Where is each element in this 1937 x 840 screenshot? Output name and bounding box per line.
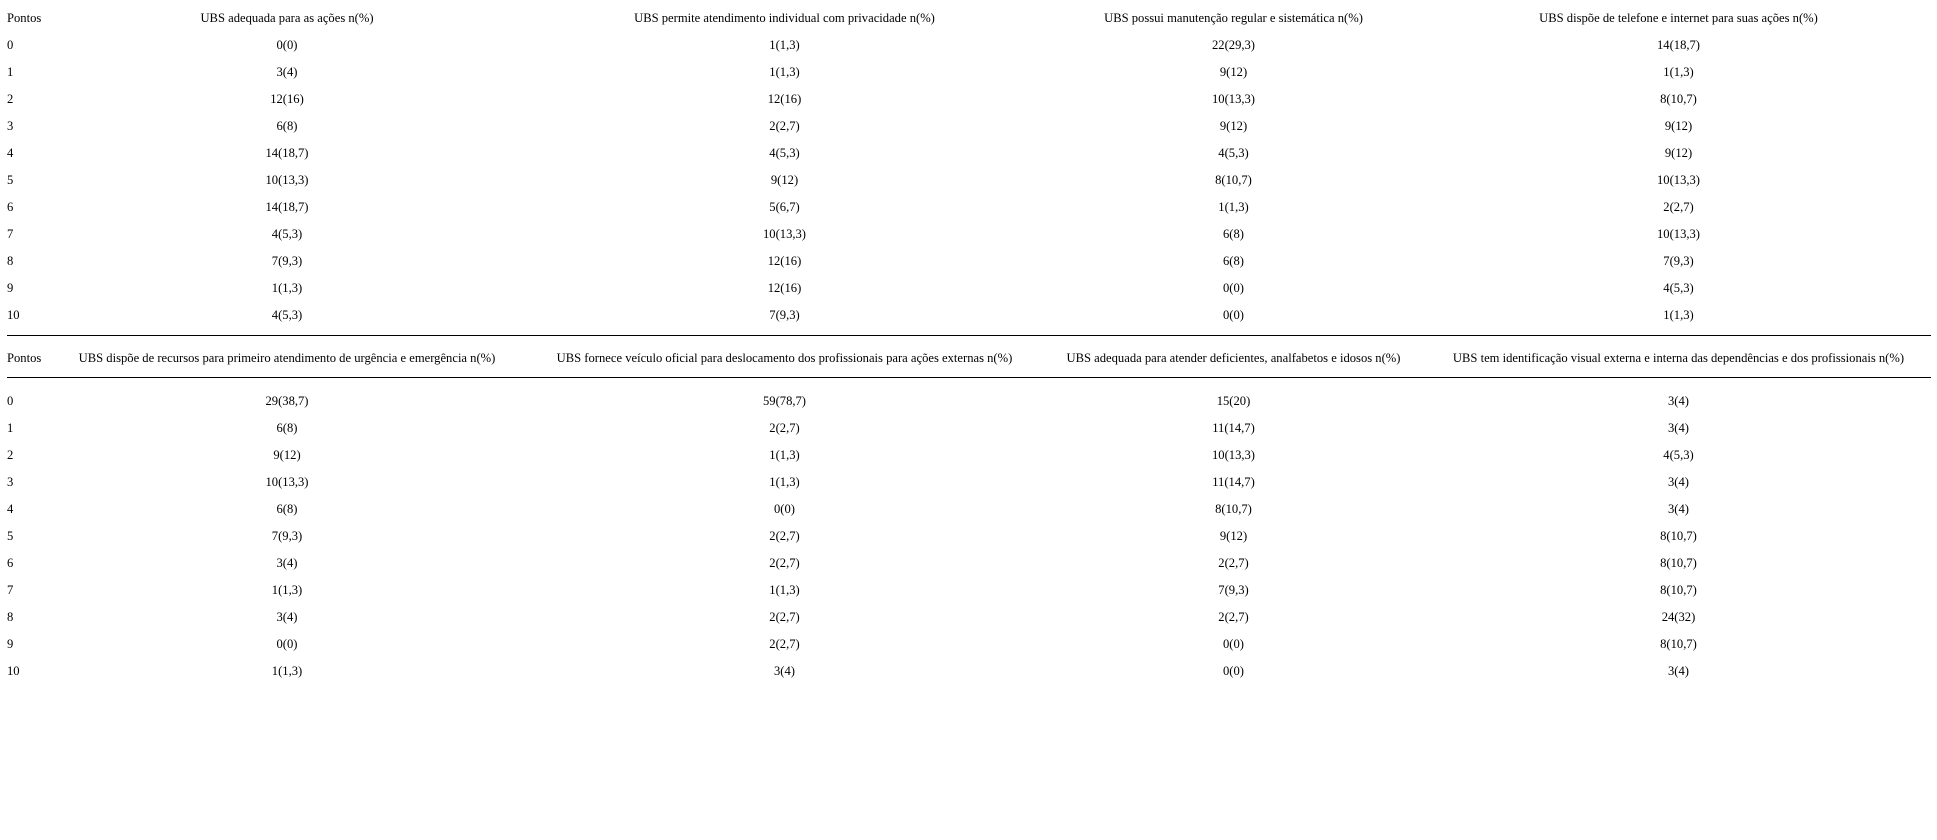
value-cell: 9(12): [770, 173, 799, 187]
pontos-cell: 1: [7, 421, 14, 435]
table-divider-top: [7, 335, 1931, 336]
value-cell: 14(18,7): [265, 146, 309, 160]
value-cell: 10(13,3): [1211, 448, 1256, 462]
value-cell: 4(5,3): [769, 146, 800, 160]
value-cell: 9(12): [1664, 119, 1693, 133]
value-cell: 7(9,3): [1218, 583, 1249, 597]
value-cell: 0(0): [1223, 637, 1244, 651]
table-row: [0, 275, 1937, 302]
value-cell: 6(8): [1223, 227, 1244, 241]
value-cell: 10(13,3): [1656, 227, 1701, 241]
pontos-cell: 9: [7, 281, 14, 295]
value-cell: 3(4): [276, 610, 298, 624]
header-ubs-veiculo: UBS fornece veículo oficial para deslocamento dos profissionais para ações externas n(%): [556, 351, 1013, 365]
pontos-cell: 0: [7, 38, 14, 52]
value-cell: 10(13,3): [1211, 92, 1256, 106]
header-ubs-manutencao: UBS possui manutenção regular e sistemática n(%): [1104, 11, 1363, 25]
value-cell: 7(9,3): [1663, 254, 1694, 268]
pontos-cell: 3: [7, 475, 14, 489]
pontos-cell: 9: [7, 637, 14, 651]
value-cell: 11(14,7): [1212, 421, 1255, 435]
value-cell: 3(4): [276, 65, 298, 79]
value-cell: 3(4): [1668, 394, 1689, 408]
header-pontos: Pontos: [7, 351, 42, 365]
value-cell: 7(9,3): [271, 254, 303, 268]
value-cell: 3(4): [276, 556, 298, 570]
value-cell: 12(16): [767, 92, 802, 106]
value-cell: 6(8): [276, 502, 298, 516]
value-cell: 4(5,3): [271, 227, 303, 241]
table-row: [0, 221, 1937, 248]
value-cell: 7(9,3): [769, 308, 800, 322]
value-cell: 0(0): [1223, 281, 1244, 295]
value-cell: 1(1,3): [271, 583, 303, 597]
value-cell: 2(2,7): [1663, 200, 1694, 214]
value-cell: 3(4): [1668, 664, 1689, 678]
table-row: [0, 658, 1937, 685]
table-row: [0, 469, 1937, 496]
value-cell: 10(13,3): [265, 173, 309, 187]
value-cell: 3(4): [1668, 475, 1689, 489]
value-cell: 1(1,3): [1663, 308, 1694, 322]
header-ubs-privacidade: UBS permite atendimento individual com privacidade n(%): [634, 11, 935, 25]
value-cell: 11(14,7): [1212, 475, 1255, 489]
value-cell: 0(0): [276, 637, 298, 651]
value-cell: 12(16): [767, 281, 802, 295]
header-ubs-telefone-internet: UBS dispõe de telefone e internet para suas ações n(%): [1539, 11, 1818, 25]
table-row: [0, 496, 1937, 523]
value-cell: 4(5,3): [1663, 281, 1694, 295]
table-2-header-rule: [7, 377, 1931, 378]
value-cell: 2(2,7): [769, 610, 800, 624]
value-cell: 0(0): [1223, 664, 1244, 678]
value-cell: 1(1,3): [769, 583, 800, 597]
value-cell: 4(5,3): [1218, 146, 1249, 160]
table-row: [0, 550, 1937, 577]
pontos-cell: 7: [7, 227, 14, 241]
pontos-cell: 4: [7, 502, 14, 516]
value-cell: 1(1,3): [769, 65, 800, 79]
table-row: [0, 388, 1937, 415]
pontos-cell: 1: [7, 65, 14, 79]
value-cell: 0(0): [1223, 308, 1244, 322]
value-cell: 6(8): [276, 421, 298, 435]
table-row: [0, 140, 1937, 167]
value-cell: 12(16): [270, 92, 304, 106]
pontos-cell: 5: [7, 529, 14, 543]
value-cell: 12(16): [767, 254, 802, 268]
value-cell: 4(5,3): [271, 308, 303, 322]
value-cell: 3(4): [1668, 421, 1689, 435]
value-cell: 0(0): [276, 38, 298, 52]
value-cell: 1(1,3): [271, 664, 303, 678]
value-cell: 14(18,7): [265, 200, 309, 214]
value-cell: 8(10,7): [1215, 173, 1252, 187]
value-cell: 9(12): [1219, 119, 1248, 133]
table-row: [0, 415, 1937, 442]
pontos-cell: 3: [7, 119, 14, 133]
value-cell: 8(10,7): [1215, 502, 1252, 516]
value-cell: 59(78,7): [762, 394, 807, 408]
header-pontos: Pontos: [7, 11, 42, 25]
table-row: [0, 604, 1937, 631]
value-cell: 9(12): [1219, 65, 1248, 79]
value-cell: 8(10,7): [1660, 92, 1697, 106]
value-cell: 8(10,7): [1660, 637, 1697, 651]
value-cell: 2(2,7): [769, 529, 800, 543]
pontos-cell: 2: [7, 448, 14, 462]
value-cell: 1(1,3): [1218, 200, 1249, 214]
value-cell: 2(2,7): [1218, 556, 1249, 570]
value-cell: 3(4): [1668, 502, 1689, 516]
value-cell: 15(20): [1216, 394, 1251, 408]
table-row: [0, 59, 1937, 86]
value-cell: 9(12): [1219, 529, 1248, 543]
value-cell: 8(10,7): [1660, 556, 1697, 570]
value-cell: 1(1,3): [769, 448, 800, 462]
table-1-header-row: [0, 5, 1937, 32]
pontos-cell: 6: [7, 200, 14, 214]
value-cell: 2(2,7): [769, 637, 800, 651]
value-cell: 10(13,3): [762, 227, 807, 241]
value-cell: 1(1,3): [769, 38, 800, 52]
header-ubs-identificacao-visual: UBS tem identificação visual externa e interna das dependências e dos profissionais n(%): [1452, 351, 1905, 365]
header-ubs-urgencia: UBS dispõe de recursos para primeiro atendimento de urgência e emergência n(%): [78, 351, 496, 365]
table-row: [0, 194, 1937, 221]
table-row: [0, 248, 1937, 275]
value-cell: 5(6,7): [769, 200, 800, 214]
value-cell: 2(2,7): [1218, 610, 1249, 624]
table-row: [0, 577, 1937, 604]
value-cell: 29(38,7): [265, 394, 309, 408]
pontos-cell: 6: [7, 556, 14, 570]
value-cell: 6(8): [276, 119, 298, 133]
pontos-cell: 2: [7, 92, 14, 106]
value-cell: 6(8): [1223, 254, 1244, 268]
value-cell: 1(1,3): [271, 281, 303, 295]
value-cell: 1(1,3): [769, 475, 800, 489]
value-cell: 9(12): [273, 448, 301, 462]
value-cell: 8(10,7): [1660, 583, 1697, 597]
table-row: [0, 302, 1937, 329]
pontos-cell: 8: [7, 254, 14, 268]
value-cell: 14(18,7): [1656, 38, 1701, 52]
header-ubs-acessibilidade: UBS adequada para atender deficientes, analfabetos e idosos n(%): [1066, 351, 1401, 365]
table-row: [0, 32, 1937, 59]
table-2-header-row: [0, 345, 1937, 372]
value-cell: 0(0): [774, 502, 795, 516]
pontos-cell: 10: [7, 308, 20, 322]
pontos-cell: 10: [7, 664, 20, 678]
value-cell: 1(1,3): [1663, 65, 1694, 79]
value-cell: 2(2,7): [769, 119, 800, 133]
value-cell: 7(9,3): [271, 529, 303, 543]
value-cell: 10(13,3): [265, 475, 309, 489]
table-row: [0, 167, 1937, 194]
value-cell: 10(13,3): [1656, 173, 1701, 187]
table-row: [0, 523, 1937, 550]
header-ubs-adequada: UBS adequada para as ações n(%): [200, 11, 374, 25]
pontos-cell: 7: [7, 583, 14, 597]
pontos-cell: 0: [7, 394, 14, 408]
value-cell: 8(10,7): [1660, 529, 1697, 543]
table-row: [0, 442, 1937, 469]
value-cell: 2(2,7): [769, 421, 800, 435]
value-cell: 4(5,3): [1663, 448, 1694, 462]
value-cell: 24(32): [1661, 610, 1696, 624]
pontos-cell: 4: [7, 146, 14, 160]
value-cell: 2(2,7): [769, 556, 800, 570]
table-row: [0, 631, 1937, 658]
value-cell: 22(29,3): [1211, 38, 1256, 52]
table-row: [0, 113, 1937, 140]
value-cell: 3(4): [774, 664, 795, 678]
pontos-cell: 5: [7, 173, 14, 187]
pontos-cell: 8: [7, 610, 14, 624]
value-cell: 9(12): [1664, 146, 1693, 160]
table-row: [0, 86, 1937, 113]
